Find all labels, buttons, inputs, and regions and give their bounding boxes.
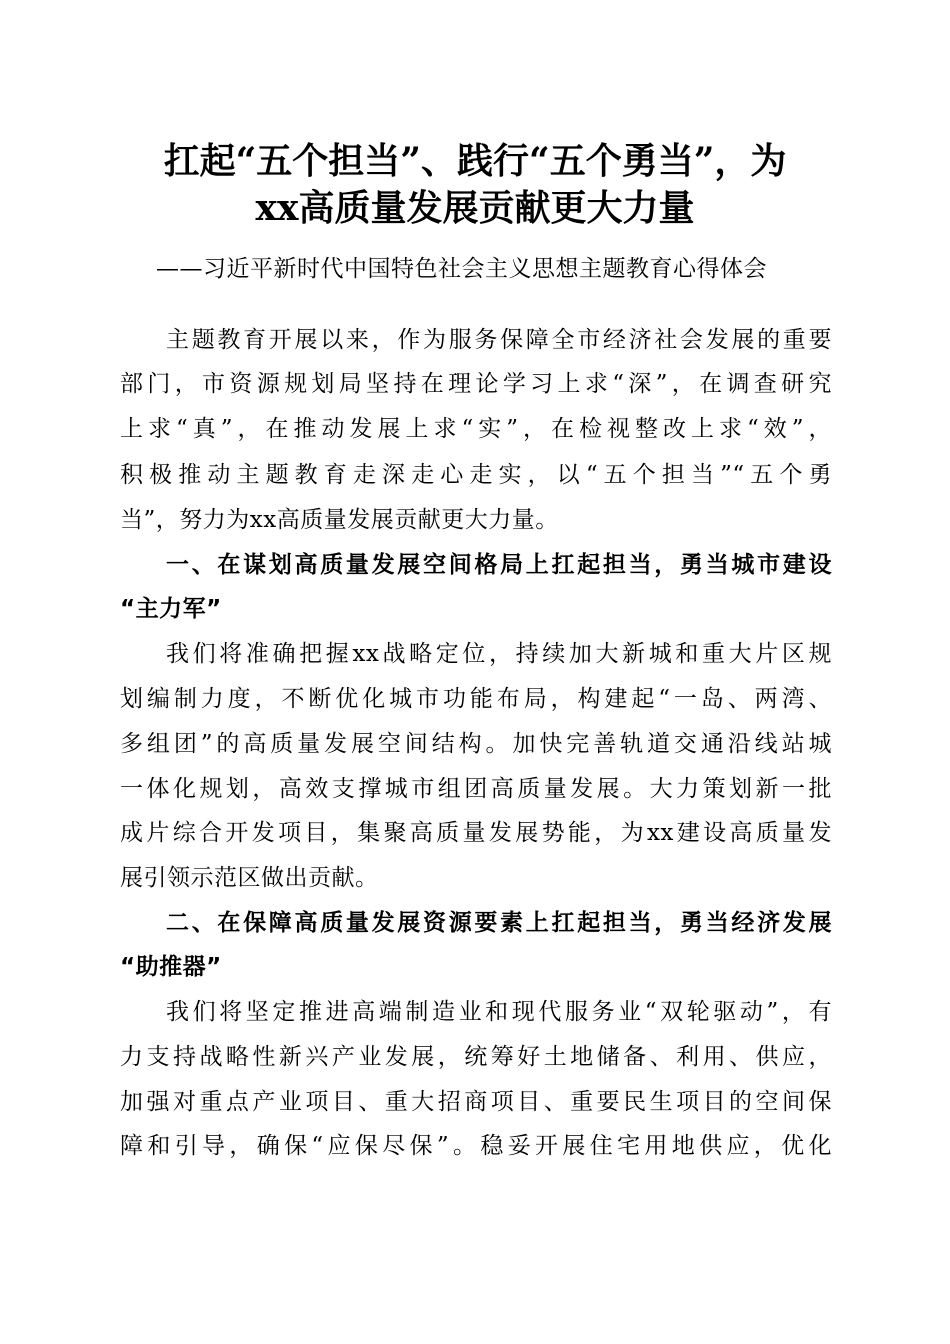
section2-body-line-3: 加强对重点产业项目、重大招商项目、重要民生项目的空间保	[120, 1089, 832, 1115]
document-title-line-1: 扛起“五个担当”、践行“五个勇当”，为	[163, 140, 787, 182]
section2-body-line-2: 力支持战略性新兴产业发展，统筹好土地储备、利用、供应，	[120, 1044, 832, 1070]
section1-body-line-1: 我们将准确把握xx战略定位，持续加大新城和重大片区规	[166, 641, 832, 667]
section1-heading-line-1: 一、在谋划高质量发展空间格局上扛起担当，勇当城市建设	[166, 552, 832, 578]
intro-line-2: 部门，市资源规划局坚持在理论学习上求“深”，在调查研究	[120, 371, 832, 397]
intro-line-1: 主题教育开展以来，作为服务保障全市经济社会发展的重要	[166, 327, 832, 353]
section1-body-line-3: 多组团”的高质量发展空间结构。加快完善轨道交通沿线站城	[120, 731, 832, 757]
section1-body-line-2: 划编制力度，不断优化城市功能布局，构建起“一岛、两湾、	[120, 686, 832, 712]
intro-line-4: 积极推动主题教育走深走心走实，以“五个担当”“五个勇	[120, 462, 832, 488]
section2-body-line-1: 我们将坚定推进高端制造业和现代服务业“双轮驱动”，有	[166, 999, 832, 1025]
section1-body-line-5: 成片综合开发项目，集聚高质量发展势能，为xx建设高质量发	[120, 820, 832, 846]
section2-heading-line-2: “助推器”	[120, 954, 222, 980]
section1-body-line-4: 一体化规划，高效支撑城市组团高质量发展。大力策划新一批	[120, 776, 832, 802]
section1-heading-line-2: “主力军”	[120, 596, 222, 622]
intro-line-5: 当”，努力为xx高质量发展贡献更大力量。	[120, 507, 559, 533]
document-title-line-2: xx高质量发展贡献更大力量	[255, 187, 695, 229]
document-subtitle: ——习近平新时代中国特色社会主义思想主题教育心得体会	[156, 256, 767, 282]
section1-body-line-6: 展引领示范区做出贡献。	[120, 865, 379, 891]
section2-body-line-4: 障和引导，确保“应保尽保”。稳妥开展住宅用地供应，优化	[120, 1133, 832, 1159]
intro-line-3: 上求“真”，在推动发展上求“实”，在检视整改上求“效”，	[120, 416, 832, 442]
section2-heading-line-1: 二、在保障高质量发展资源要素上扛起担当，勇当经济发展	[166, 910, 832, 936]
